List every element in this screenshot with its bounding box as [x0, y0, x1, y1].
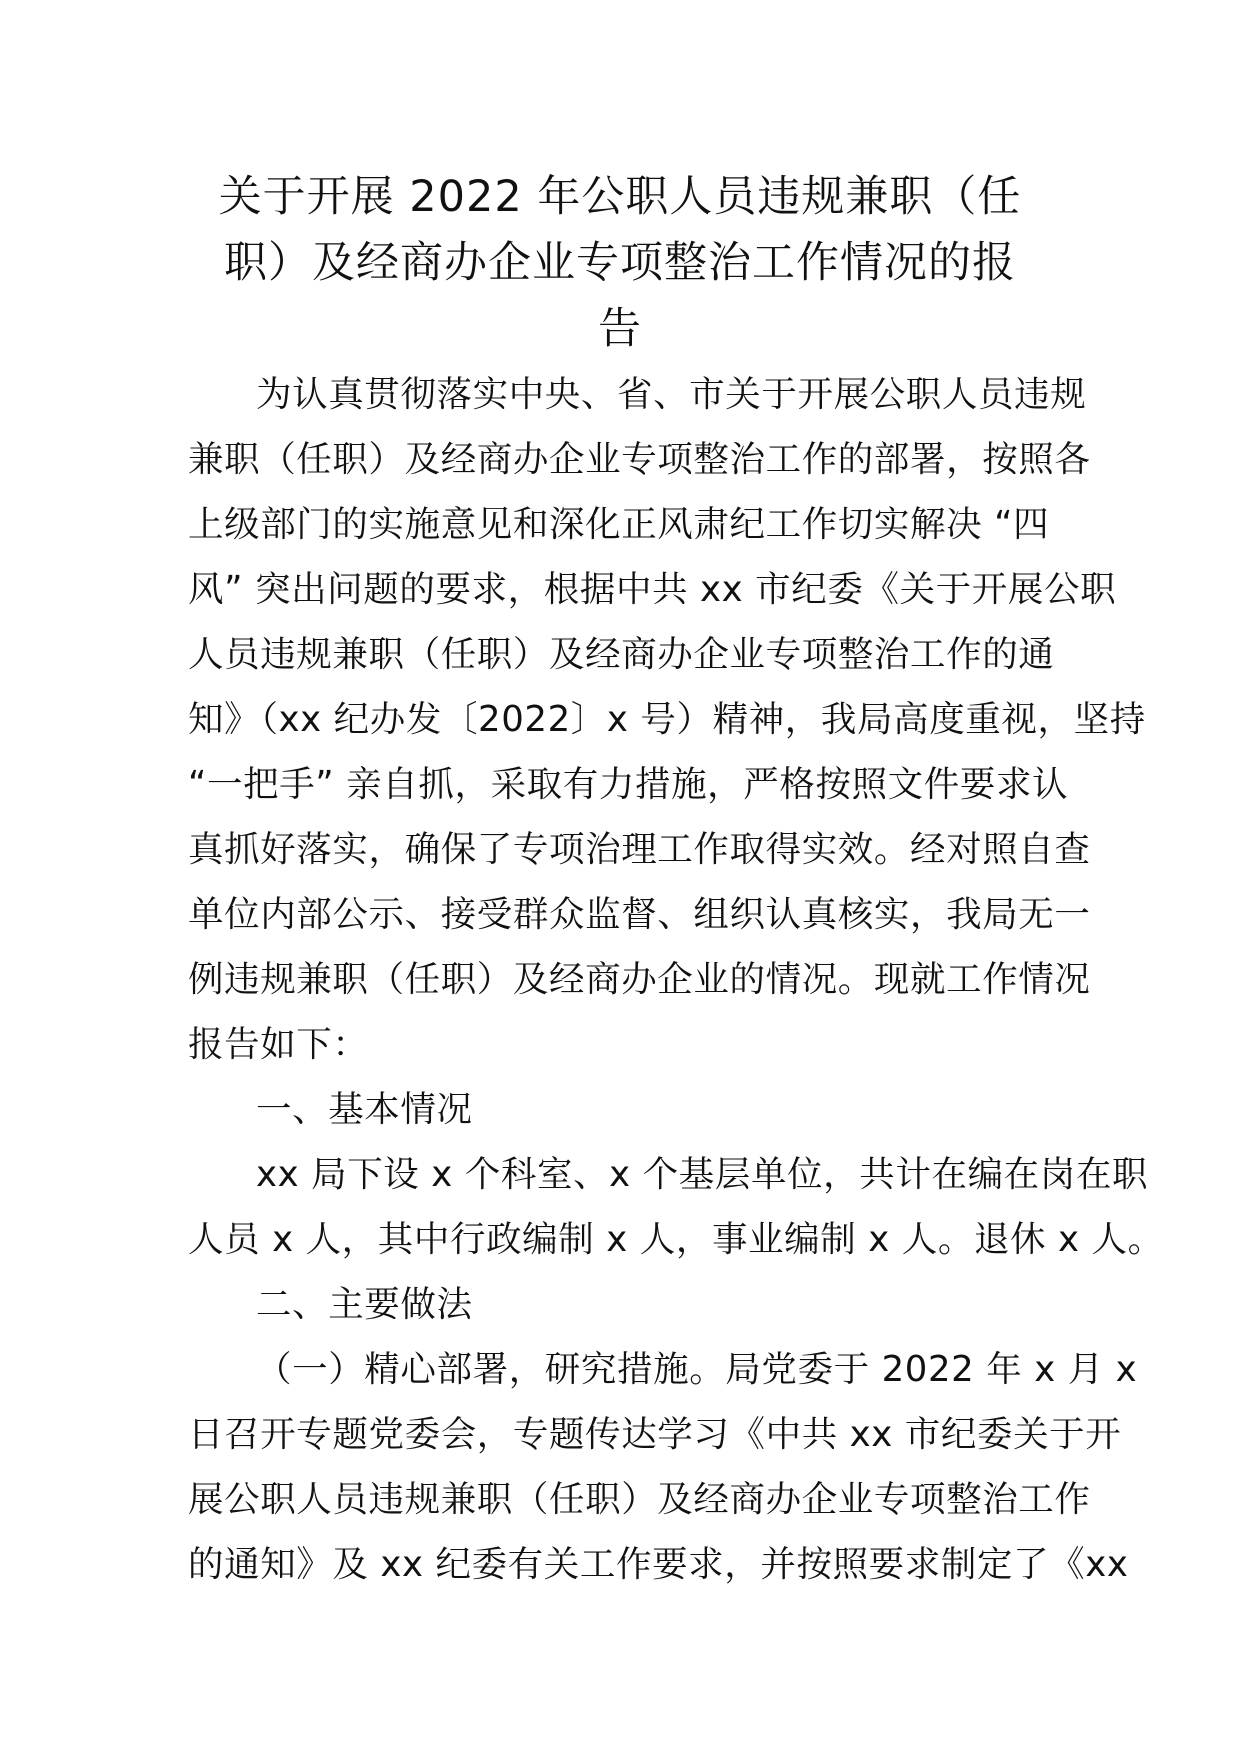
title-line: 职）及经商办企业专项整治工作情况的报	[224, 238, 1016, 288]
section-heading: 一、基本情况	[256, 1089, 473, 1130]
paragraph-line: 例违规兼职（任职）及经商办企业的情况。现就工作情况	[188, 959, 1091, 1000]
paragraph-line: 单位内部公示、接受群众监督、组织认真核实，我局无一	[188, 894, 1091, 935]
paragraph-line: 为认真贯彻落实中央、省、市关于开展公职人员违规	[256, 374, 1087, 415]
title-line: 关于开展 2022 年公职人员违规兼职（任	[218, 172, 1022, 222]
paragraph-line: xx 局下设 x 个科室、x 个基层单位，共计在编在岗在职	[256, 1154, 1149, 1195]
paragraph-line: 的通知》及 xx 纪委有关工作要求，并按照要求制定了《xx	[188, 1544, 1129, 1585]
section-heading: 二、主要做法	[256, 1284, 473, 1325]
document-body	[188, 362, 1164, 1597]
paragraph-line: （一）精心部署，研究措施。局党委于 2022 年 x 月 x	[256, 1349, 1138, 1390]
paragraph-line: 人员违规兼职（任职）及经商办企业专项整治工作的通	[188, 634, 1055, 675]
paragraph-line: 上级部门的实施意见和深化正风肃纪工作切实解决 “四	[188, 504, 1050, 545]
paragraph-line: “一把手” 亲自抓，采取有力措施，严格按照文件要求认	[188, 764, 1069, 805]
paragraph-line: 日召开专题党委会，专题传达学习《中共 xx 市纪委关于开	[188, 1414, 1122, 1455]
document-title	[180, 164, 1060, 362]
title-line: 告	[598, 304, 642, 354]
paragraph-line: 人员 x 人，其中行政编制 x 人，事业编制 x 人。退休 x 人。	[188, 1219, 1164, 1260]
paragraph-line: 兼职（任职）及经商办企业专项整治工作的部署，按照各	[188, 439, 1091, 480]
paragraph-line: 知》（xx 纪办发〔2022〕x 号）精神，我局高度重视，坚持	[188, 699, 1146, 740]
paragraph-line: 真抓好落实，确保了专项治理工作取得实效。经对照自查	[188, 829, 1091, 870]
paragraph-line: 风” 突出问题的要求，根据中共 xx 市纪委《关于开展公职	[188, 569, 1117, 610]
paragraph-line: 报告如下：	[188, 1024, 369, 1065]
paragraph-line: 展公职人员违规兼职（任职）及经商办企业专项整治工作	[188, 1479, 1091, 1520]
